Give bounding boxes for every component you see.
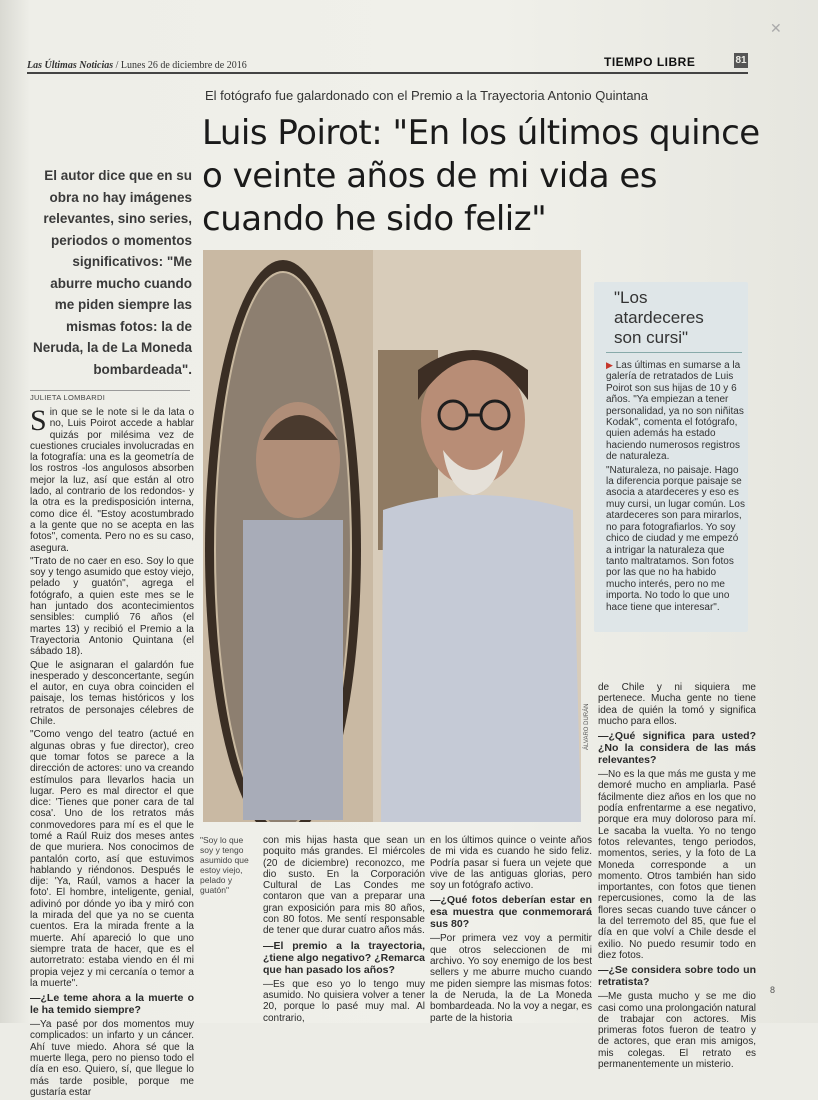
sidebar-paragraph: "Naturaleza, no paisaje. Hago la diferencia porque paisaje se asocia a atardeceres y eso es muy cursi, un lugar común. Los atardeceres son para mirarlos, no para fotografiarlos. Yo soy chico de ciudad y me empezó a intrigar la naturaleza que tanto maltratamos. Son fotos por las que no ha habido mucho interés, pero no me importa. No todo lo que uno hace tiene que interesar". bbox=[606, 464, 745, 613]
publication-line: Las Últimas Noticias / Lunes 26 de diciembre de 2016 bbox=[27, 60, 247, 71]
dropcap: S bbox=[30, 404, 47, 437]
paragraph: "Como vengo del teatro (actué en algunas obras y fue director), creo que tomar fotos se parece a la dirección de actores: uno va creando estímulos para llevarlos hacia un lugar. Pero es mal director el que dice: 'Tienes que poner cara de tal cosa'. Uno de los retratos más conmovedores para mí es el que le tomé a Raúl Ruiz dos meses antes de que muriera. Nos conocimos de pantalón corto, así que estuvimos hablando y riéndonos. Después le dije: 'Ya, Raúl, vamos a hacer la foto'. El hombre, inteligente, genial, adivinó por dónde yo iba y miró con la mirada del que ya no se cuenta cuentos. Era la mirada frente a la muerte. Ahí apareció lo que uno siempre trata de hacer, que es el autorretrato: estaba viendo en él mi propia vejez y mi cercanía o temor a la muerte". bbox=[30, 729, 194, 989]
sidebar-title: "Los atardeceres son cursi" bbox=[614, 288, 704, 347]
page-number-box: 81 bbox=[735, 55, 747, 66]
question: —¿Se considera sobre todo un retratista? bbox=[598, 964, 756, 989]
photo-caption: "Soy lo que soy y tengo asumido que estoy viejo, pelado y guatón" bbox=[200, 835, 249, 895]
paragraph: en los últimos quince o veinte años de mi vida es cuando he sido feliz. Podría pasar si fuera un vejete que vive de las antiguas glorias, pero soy un fotógrafo activo. bbox=[430, 835, 592, 892]
sidebar-paragraph: Las últimas en sumarse a la galería de retratados de Luis Poirot son sus hijas de 10 y 6 años. "Ya empiezan a tener personalidad, ya no son niñitas Kodak", comenta el fotógrafo, quien además ha estado haciendo numerosos registros de naturaleza. bbox=[606, 360, 744, 463]
paragraph: —Ya pasé por dos momentos muy complicados: un infarto y un cáncer. Ahí tuve miedo. Ahora sé que la muerte llega, pero no pienso todo el día en eso. Quiero, sí, que llegue lo más tarde posible, porque me gustaría estar bbox=[30, 1019, 194, 1098]
footer-page-number: 8 bbox=[770, 985, 776, 995]
headline: Luis Poirot: "En los últimos quince o veinte años de mi vida es cuando he sido feliz" bbox=[202, 113, 760, 239]
article-column-3 bbox=[430, 835, 592, 1026]
paragraph: de Chile y ni siquiera me pertenece. Mucha gente no tiene idea de quién la tomó y significa mucho para ellos. bbox=[598, 682, 756, 727]
photo-credit: ÁLVARO DURÁN bbox=[584, 703, 590, 750]
paragraph: Que le asignaran el galardón fue inesperado y desconcertante, según el autor, en cuya obra coinciden el paisaje, los temas históricos y los retratos de personajes célebres de Chile. bbox=[30, 659, 194, 728]
photo-illustration bbox=[203, 250, 581, 822]
article-column-1 bbox=[30, 404, 194, 1100]
question: —¿Qué significa para usted? ¿No la considera de las más relevantes? bbox=[598, 730, 756, 767]
paragraph: con mis hijas hasta que sean un poquito más grandes. El miércoles (20 de diciembre) reconozco, me dio susto. En la Corporación Cultural de Las Condes me contaron que van a preparar una gran exposición para mis 80 años, con 80 fotos. Me sentí responsable de tener que durar cuatro años más. bbox=[263, 835, 425, 937]
sidebar-rule bbox=[606, 352, 742, 353]
byline: JULIETA LOMBARDI bbox=[30, 390, 190, 402]
sidebar-body bbox=[606, 360, 746, 615]
corner-mark-icon: ✕ bbox=[770, 20, 782, 36]
paragraph: —Es que eso yo lo tengo muy asumido. No quisiera volver a tener 20, porque lo pasé muy mal. Al contrario, bbox=[263, 978, 425, 1024]
kicker: El fotógrafo fue galardonado con el Premio a la Trayectoria Antonio Quintana bbox=[205, 88, 649, 103]
question: —El premio a la trayectoria, ¿tiene algo negativo? ¿Remarca que han pasado los años? bbox=[263, 939, 425, 976]
portrait-photo bbox=[203, 250, 581, 822]
paragraph: "Trato de no caer en eso. Soy lo que soy y tengo asumido que estoy viejo, pelado y guatón", agrega el fotógrafo, a quien este mes se le han juntado dos acontecimientos sensibles: cumplió 76 años (el martes 13) y recibió el Premio a la Trayectoria Antonio Quintana (el sábado 18). bbox=[30, 555, 194, 658]
question: —¿Le teme ahora a la muerte o le ha temido siempre? bbox=[30, 992, 194, 1017]
triangle-bullet-icon: ▶ bbox=[606, 360, 613, 370]
publication-date: Lunes 26 de diciembre de 2016 bbox=[120, 60, 247, 71]
paragraph: —Por primera vez voy a permitir que otros seleccionen de mi archivo. Yo soy enemigo de los best sellers y me aburre mucho cuando me piden siempre las mismas fotos: la de Neruda, la de La Moneda bombardeada. No la voy a negar, es parte de la historia bbox=[430, 933, 592, 1024]
section-title: TIEMPO LIBRE bbox=[604, 55, 696, 69]
paragraph: in que se le note si le da lata o no, Luis Poirot accede a hablar quizás por milésima vez de cuestiones cruciales involucradas en la fotografía: una es la geometría de los rostros -los angulosos absorben mejor la luz, así que están al otro lado, al contrario de los redondos- y la otra es la predisposición interna, como dice él. "Estoy acostumbrado a la gente que no se acepta en las fotos", comenta. Pero no es su caso, asegura. bbox=[30, 407, 194, 554]
header-rule bbox=[27, 72, 748, 74]
question: —¿Qué fotos deberían estar en esa muestra que conmemorará sus 80? bbox=[430, 894, 592, 931]
deck: El autor dice que en su obra no hay imágenes relevantes, sino series, periodos o momentos significativos: "Me aburre mucho cuando me piden siempre las mismas fotos: la de Neruda, la de La Moneda bombardeada". bbox=[32, 168, 192, 377]
publication-name: Las Últimas Noticias bbox=[27, 60, 114, 71]
article-column-2 bbox=[263, 835, 425, 1026]
paragraph: —No es la que más me gusta y me demoré mucho en ampliarla. Pasé fácilmente diez años en los que no podía enfrentarme a ese negativo, porque era muy doloroso para mí. Le sacaba la vuelta. Yo no tengo fotos relevantes, tengo periodos, momentos, series, y la foto de La Moneda corresponde a un momento. Otros también han sido importantes, con fotos que tienen repercusiones, como la de las flores secas cuando tuve cáncer o la del terremoto del 85, que fue el día en que volví a Chile desde el exilio. No puedo resumir todo en diez fotos. bbox=[598, 769, 756, 961]
paragraph: —Me gusta mucho y se me dio casi como una prolongación natural de trabajar con actores. Mis primeras fotos fueron de teatro y de actores, que eran mis amigos, mis colegas. El retrato es permanentemente un misterio. bbox=[598, 991, 756, 1071]
article-column-4 bbox=[598, 682, 756, 1072]
